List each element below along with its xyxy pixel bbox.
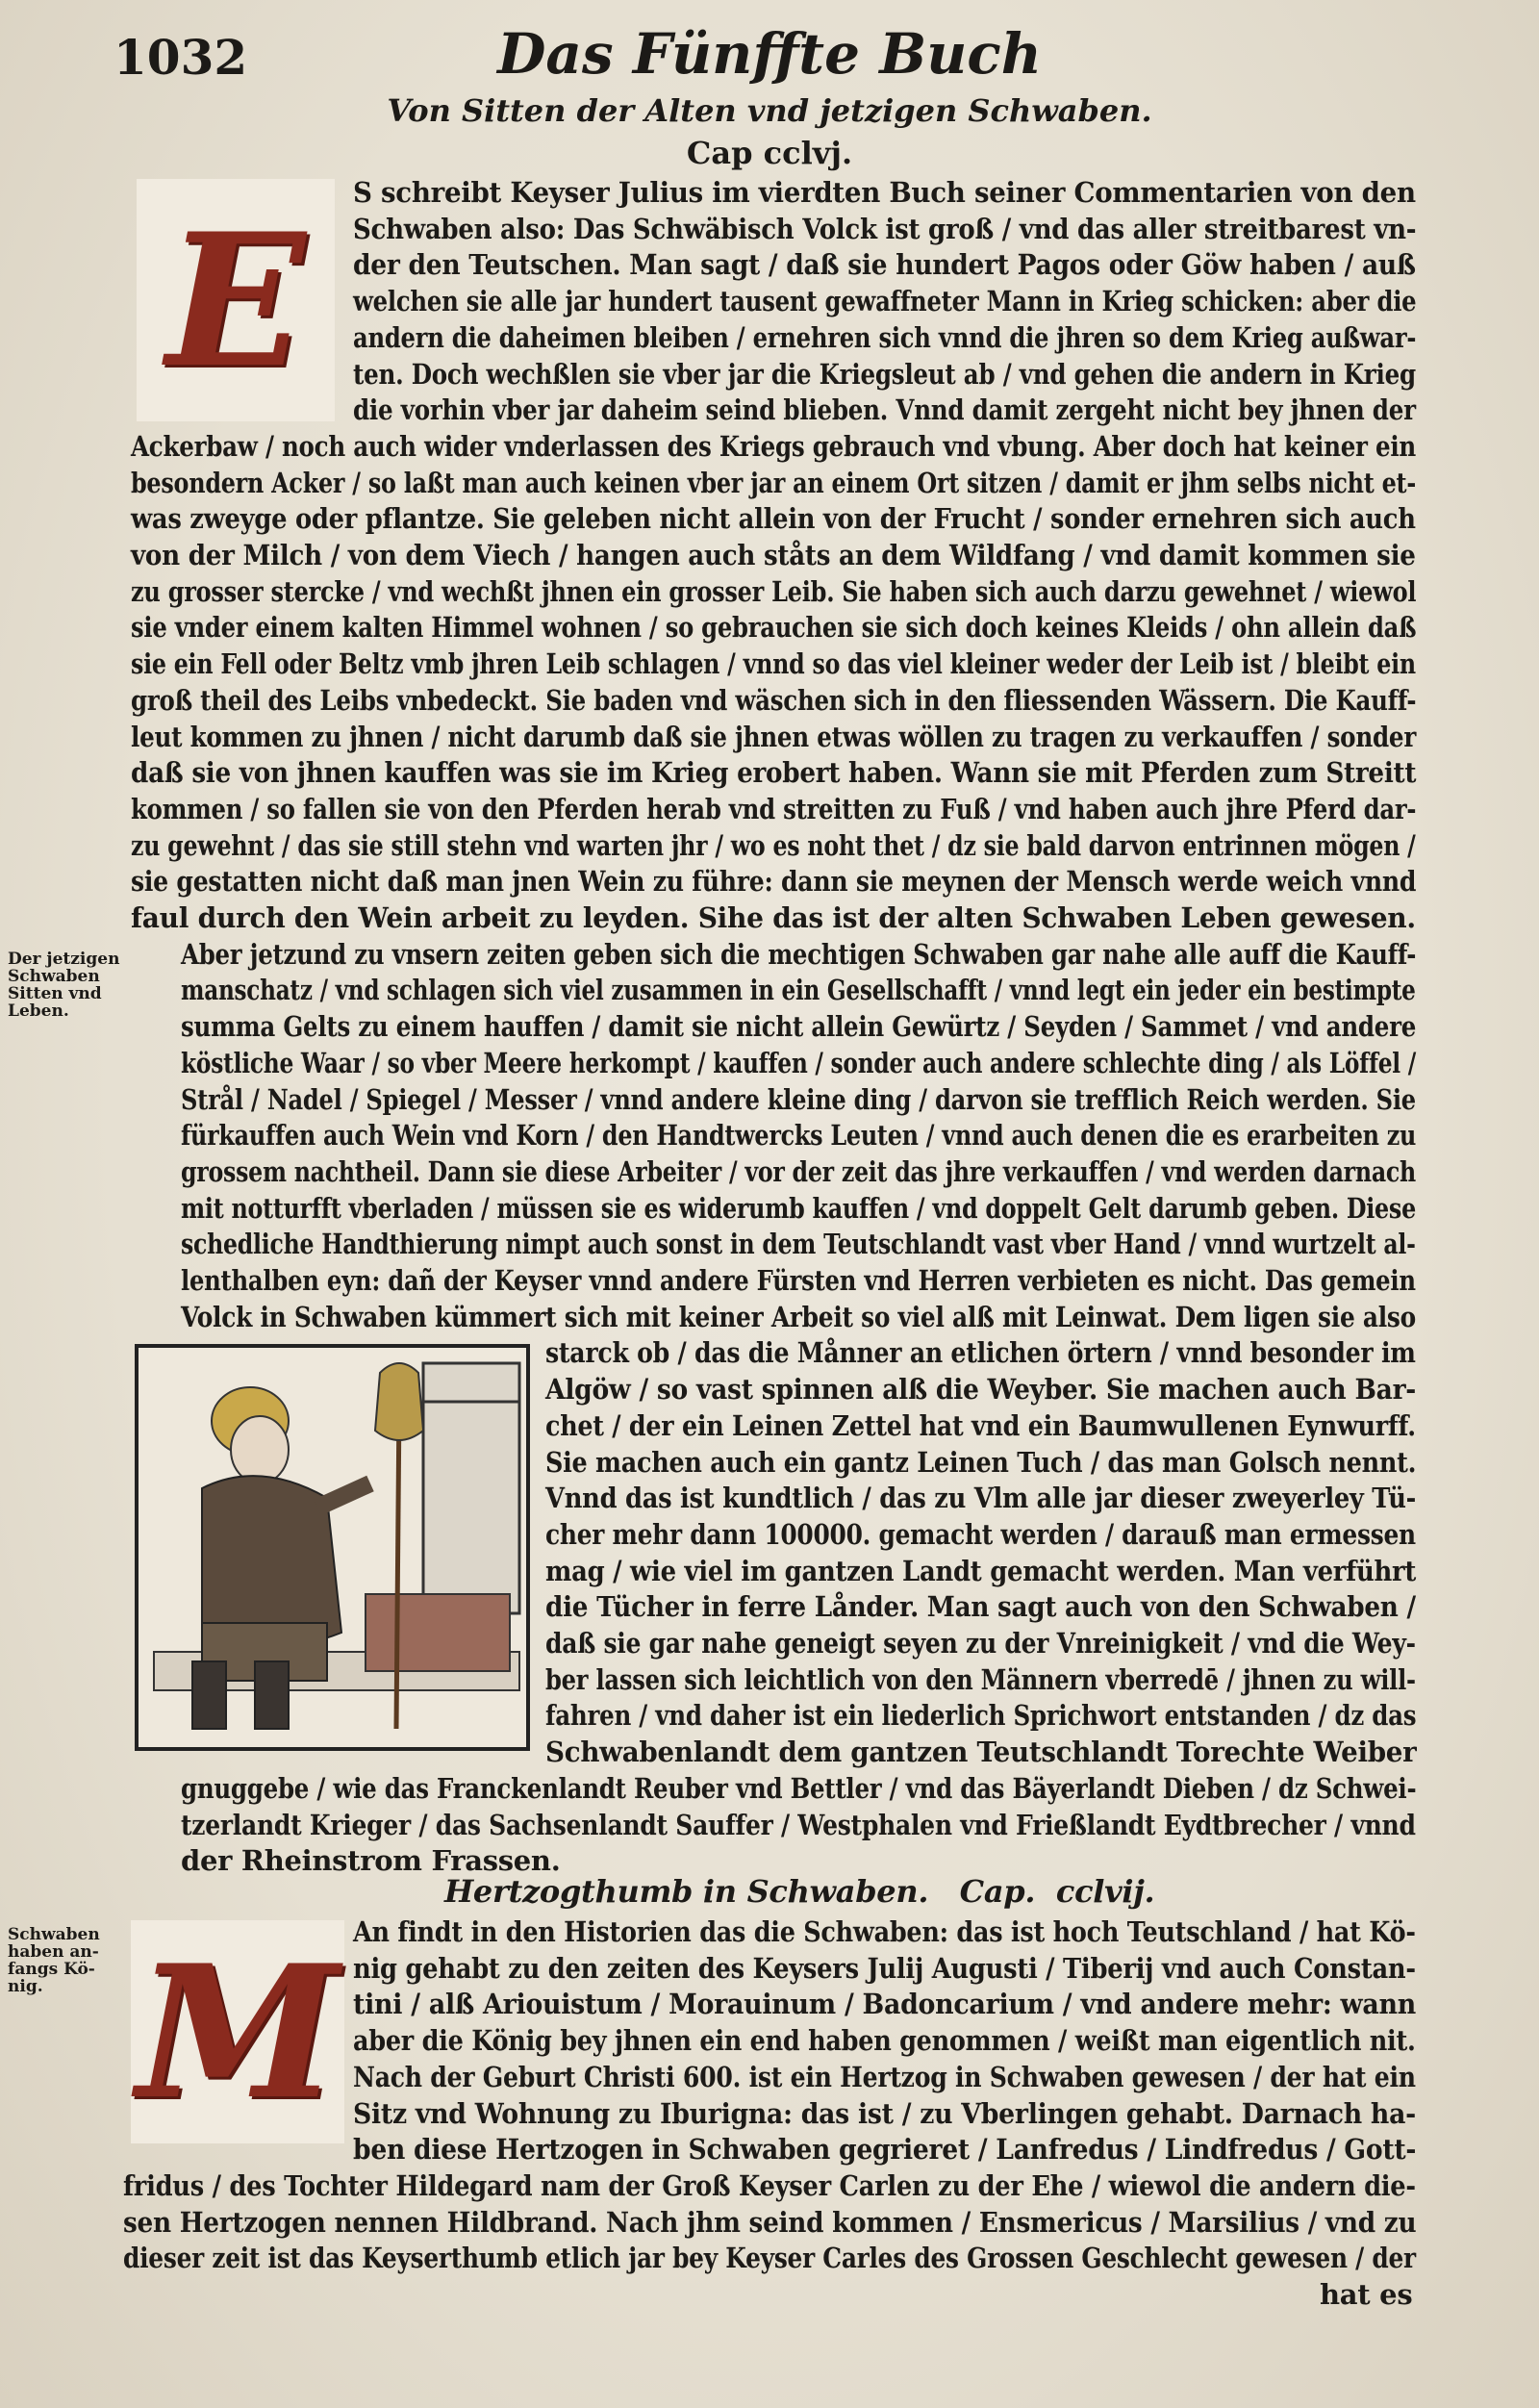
- text-line: nig gehabt zu den zeiten des Keysers Julij Augusti / Tiberij vnd auch Constan-: [353, 1951, 1416, 1985]
- margin-note-line: Sitten vnd: [8, 984, 102, 1003]
- text-line: zu gewehnt / das sie still stehn vnd warten jhr / wo es noht thet / dz sie bald darvon entrinnen mögen /: [131, 828, 1416, 862]
- margin-note-1: [8, 951, 128, 1020]
- text-line: sie vnder einem kalten Himmel wohnen / so gebrauchen sie sich doch keines Kleids / ohn allein daß: [131, 611, 1417, 645]
- text-line: was zweyge oder pflantze. Sie geleben nicht allein von der Frucht / sonder ernehren sich auch: [131, 502, 1416, 536]
- text-line: fürkauffen auch Wein vnd Korn / den Handtwercks Leuten / vnnd auch denen die es erarbeiten zu: [181, 1119, 1417, 1153]
- margin-note-line: Leben.: [8, 1001, 69, 1021]
- text-line: welchen sie alle jar hundert tausent gewaffneter Mann in Krieg schicken: aber die: [353, 285, 1417, 318]
- text-line: ber lassen sich leichtlich von den Männern vberredē / jhnen zu will-: [545, 1662, 1416, 1696]
- text-line: sen Hertzogen nennen Hildbrand. Nach jhm seind kommen / Ensmericus / Marsilius / vnd zu: [123, 2205, 1417, 2239]
- chapter-title: Von Sitten der Alten vnd jetzigen Schwaben.: [387, 92, 1152, 129]
- text-line: mit notturfft vberladen / müssen sie es widerumb kauffen / vnd doppelt Gelt darumb geben. Diese: [181, 1191, 1416, 1225]
- margin-note-line: Schwaben: [8, 1925, 100, 1944]
- text-line: zu grosser stercke / vnd wechßt jhnen ein grosser Leib. Sie haben sich auch darzu gewehnet / wiewol: [131, 574, 1417, 608]
- text-line: cher mehr dann 100000. gemacht werden / darauß man ermessen: [545, 1517, 1416, 1551]
- text-line: sie gestatten nicht daß man jnen Wein zu führe: dann sie meynen der Mensch werde weich vnnd: [131, 865, 1417, 899]
- text-line: gnuggebe / wie das Franckenlandt Reuber vnd Bettler / vnd das Bäyerlandt Dieben / dz Schwei-: [181, 1771, 1417, 1805]
- text-line: Schwabenlandt dem gantzen Teutschlandt Torechte Weiber: [545, 1736, 1417, 1769]
- text-line: Ackerbaw / noch auch wider vnderlassen des Kriegs gebrauch vnd vbung. Aber doch hat keiner ein: [131, 429, 1417, 463]
- text-line: mag / wie viel im gantzen Landt gemacht werden. Man verführt: [545, 1554, 1417, 1587]
- initial-letter: M: [136, 1924, 340, 2140]
- margin-note-line: nig.: [8, 1977, 43, 1996]
- chapter2-heading: Hertzogthumb in Schwaben. Cap. cclvij.: [444, 1873, 1155, 1910]
- text-line: fridus / des Tochter Hildegard nam der Groß Keyser Carlen zu der Ehe / wiewol die andern die-: [123, 2168, 1416, 2202]
- margin-note-line: Der jetzigen: [8, 950, 120, 969]
- text-line: tini / alß Ariouistum / Morauinum / Badoncarium / vnd andere mehr: wann: [353, 1988, 1416, 2021]
- text-line: besondern Acker / so laßt man auch keinen vber jar an einem Ort sitzen / damit er jhm selbs nicht et-: [131, 466, 1416, 499]
- text-line: tzerlandt Krieger / das Sachsenlandt Sauffer / Westphalen vnd Frießlandt Eydtbrecher / vnnd: [181, 1808, 1416, 1841]
- decorated-initial-m: [131, 1920, 344, 2143]
- margin-note-line: fangs Kö-: [8, 1960, 95, 1979]
- margin-note-2: [8, 1926, 128, 1995]
- text-line: An findt in den Historien das die Schwaben: das ist hoch Teutschland / hat Kö-: [353, 1915, 1416, 1948]
- text-line: Vnnd das ist kundtlich / das zu Vlm alle jar dieser zweyerley Tü-: [545, 1482, 1417, 1515]
- text-line: chet / der ein Leinen Zettel hat vnd ein Baumwullenen Eynwurff.: [545, 1408, 1416, 1442]
- chapter-number: Cap cclvj.: [686, 135, 853, 171]
- text-line: grossem nachtheil. Dann sie diese Arbeiter / vor der zeit das jhre verkauffen / vnd werden darnach: [181, 1154, 1416, 1188]
- text-line: Schwaben also: Das Schwäbisch Volck ist groß / vnd das aller streitbarest vn-: [353, 212, 1417, 245]
- text-line: summa Gelts zu einem hauffen / damit sie nicht allein Gewürtz / Seyden / Sammet / vnd andere: [181, 1010, 1417, 1044]
- text-line: aber die König bey jhnen ein end haben genommen / weißt man eigentlich nit.: [353, 2024, 1416, 2058]
- text-line: daß sie von jhnen kauffen was sie im Krieg erobert haben. Wann sie mit Pferden zum Streitt: [131, 756, 1417, 790]
- text-line: andern die daheimen bleiben / ernehren sich vnnd die jhren so dem Krieg außwar-: [353, 320, 1417, 354]
- text-line: manschatz / vnd schlagen sich viel zusammen in ein Gesellschafft / vnnd legt ein jeder ein bestimpte: [181, 974, 1416, 1007]
- text-line: groß theil des Leibs vnbedeckt. Sie baden vnd wäschen sich in den fliessenden Wässern. Die Kauff-: [131, 683, 1417, 717]
- text-line: Sie machen auch ein gantz Leinen Tuch / das man Golsch nennt.: [545, 1445, 1417, 1479]
- text-line: lenthalben eyn: dañ der Keyser vnnd andere Fürsten vnd Herren verbieten es nicht. Das gemein: [181, 1264, 1416, 1297]
- text-line: kommen / so fallen sie von den Pferden herab vnd streitten zu Fuß / vnd haben auch jhre Pferd dar-: [131, 792, 1417, 825]
- text-line: ten. Doch wechßlen sie vber jar die Kriegsleut ab / vnd gehen die andern in Krieg: [353, 357, 1416, 391]
- text-line: Nach der Geburt Christi 600. ist ein Hertzog in Schwaben gewesen / der hat ein: [353, 2060, 1416, 2093]
- woodcut-spinner-illustration: [135, 1344, 530, 1751]
- text-line: von der Milch / von dem Viech / hangen auch ståts an dem Wildfang / vnd damit kommen sie: [131, 539, 1416, 571]
- book-title: Das Fünffte Buch: [497, 21, 1042, 87]
- text-line: köstliche Waar / so vber Meere herkompt / kauffen / sonder auch andere schlechte ding / als Löffel /: [181, 1046, 1417, 1079]
- decorated-initial-e: [137, 179, 335, 421]
- text-line: Volck in Schwaben kümmert sich mit keiner Arbeit so viel alß mit Leinwat. Dem ligen sie also: [181, 1300, 1416, 1333]
- text-line: Sitz vnd Wohnung zu Iburigna: das ist / zu Vberlingen gehabt. Darnach ha-: [353, 2096, 1416, 2130]
- text-line: leut kommen zu jhnen / nicht darumb daß sie jhnen etwas wöllen zu tragen zu verkauffen / sonder: [131, 720, 1417, 753]
- text-line: sie ein Fell oder Beltz vmb jhren Leib schlagen / vnnd so das viel kleiner weder der Leib ist / bleibt ein: [131, 647, 1416, 681]
- text-line: fahren / vnd daher ist ein liederlich Sprichwort entstanden / dz das: [545, 1699, 1417, 1733]
- margin-note-line: Schwaben: [8, 967, 100, 986]
- text-line: schedliche Handthierung nimpt auch sonst in dem Teutschlandt vast vber Hand / vnnd wurtzelt al-: [181, 1228, 1416, 1261]
- text-line: ben diese Hertzogen in Schwaben gegrieret / Lanfredus / Lindfredus / Gott-: [353, 2133, 1417, 2167]
- initial-letter: E: [165, 192, 306, 408]
- text-line: S schreibt Keyser Julius im vierdten Buch seiner Commentarien von den: [353, 176, 1416, 209]
- text-line: dieser zeit ist das Keyserthumb etlich jar bey Keyser Carles des Grossen Geschlecht gewesen / der: [123, 2242, 1416, 2275]
- page-number: 1032: [114, 29, 248, 86]
- text-line: Strål / Nadel / Spiegel / Messer / vnnd andere kleine ding / darvon sie trefflich Reich werden. Sie: [181, 1082, 1416, 1116]
- text-line: daß sie gar nahe geneigt seyen zu der Vnreinigkeit / vnd die Wey-: [545, 1627, 1416, 1660]
- margin-note-line: haben an-: [8, 1942, 99, 1962]
- text-line: der den Teutschen. Man sagt / daß sie hundert Pagos oder Göw haben / auß: [353, 248, 1416, 282]
- text-line: Aber jetzund zu vnsern zeiten geben sich die mechtigen Schwaben gar nahe alle auff die Kauff-: [181, 937, 1417, 971]
- text-line: die vorhin vber jar daheim seind blieben. Vnnd damit zergeht nicht bey jhnen der: [353, 393, 1416, 427]
- text-line: die Tücher in ferre Lånder. Man sagt auch von den Schwaben /: [545, 1590, 1416, 1624]
- text-line: starck ob / das die Månner an etlichen örtern / vnnd besonder im: [545, 1336, 1416, 1370]
- text-line: faul durch den Wein arbeit zu leyden. Sihe das ist der alten Schwaben Leben gewesen.: [131, 901, 1416, 934]
- catchword: hat es: [1320, 2278, 1413, 2311]
- text-line: der Rheinstrom Frassen.: [181, 1844, 561, 1878]
- text-line: Algöw / so vast spinnen alß die Weyber. Sie machen auch Bar-: [545, 1373, 1417, 1407]
